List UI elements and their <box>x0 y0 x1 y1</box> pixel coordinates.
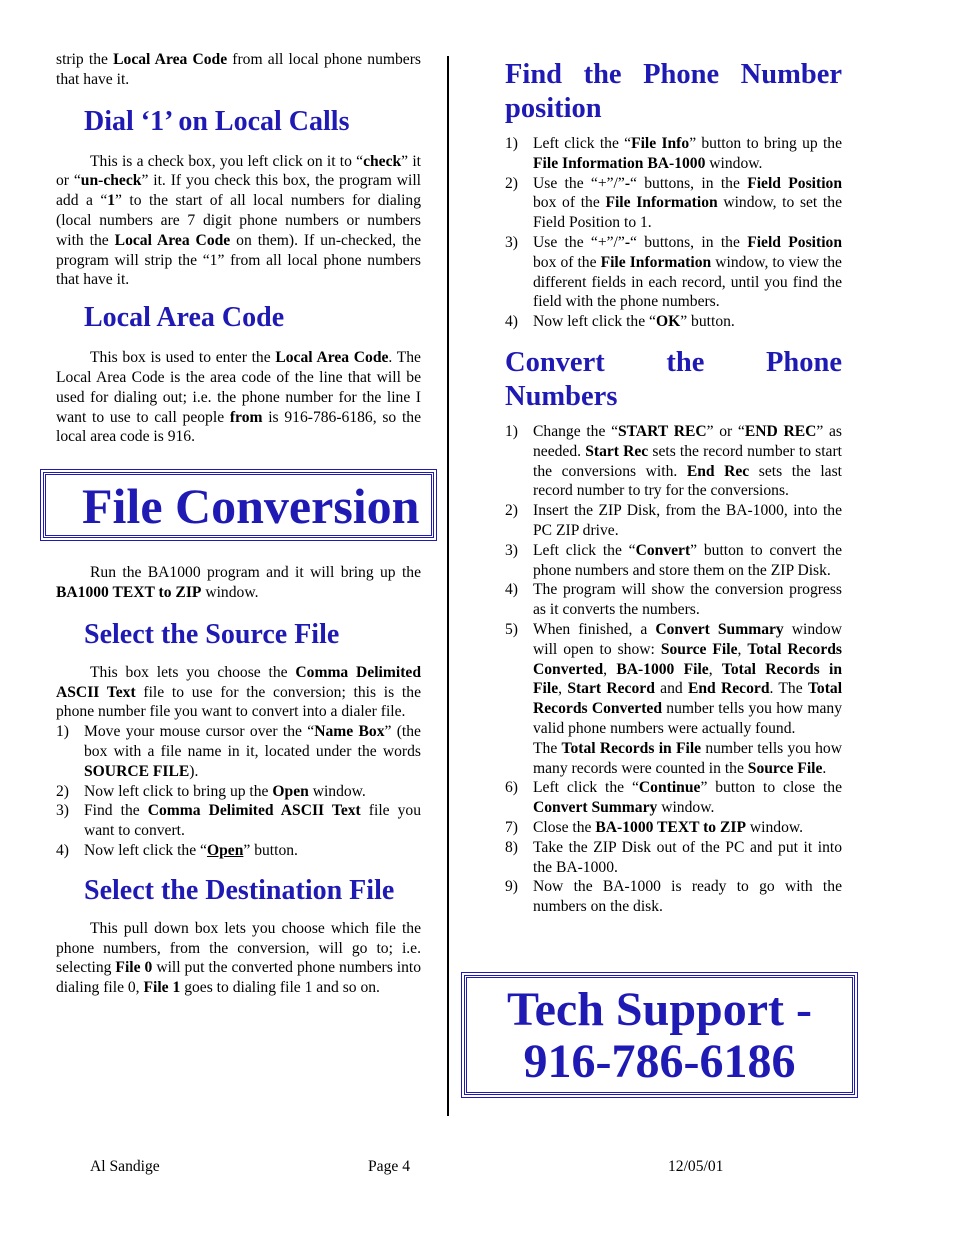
heading-find-phone-number: Find the Phone Number position <box>505 59 842 124</box>
footer-page-number: Page 4 <box>368 1158 411 1175</box>
list-item: 6) Left click the “Continue” button to close the Convert Summary window. <box>505 779 842 817</box>
heading-dial-1: Dial ‘1’ on Local Calls <box>84 105 350 137</box>
select-source-list <box>56 722 421 861</box>
list-item: 3) Left click the “Convert” button to convert the phone numbers and store them on the ZIP Disk. <box>505 541 842 579</box>
list-item: 8) Take the ZIP Disk out of the PC and put it into the BA-1000. <box>505 838 842 876</box>
tech-support-text <box>467 978 852 1088</box>
file-conversion-title: File Conversion <box>82 478 420 534</box>
list-item: 3) Use the “+”/”-“ buttons, in the Field Position box of the File Information window, to view the different fields in each record, until you find the field with the phone numbers. <box>505 233 842 311</box>
select-destination-paragraph: This pull down box lets you choose which file the phone numbers, from the conversion, will go to; i.e. selecting File 0 will put the converted phone numbers into dialing file 0, File 1 goes to dialing file 1 and so on. <box>56 919 422 997</box>
footer-date: 12/05/01 <box>668 1158 724 1175</box>
tech-support-line: Tech Support - <box>507 983 812 1036</box>
heading-select-source: Select the Source File <box>84 618 340 650</box>
dial-1-paragraph: This is a check box, you left click on it to “check” it or “un-check” it. If you check this box, the program will add a “1” to the start of all local numbers for dialing (local numbers are 7 digit phone numbers or numbers with the Local Area Code on them). If un-checked, the program will strip the “1” from all local phone numbers that have it. <box>56 152 421 289</box>
intro-paragraph: strip the Local Area Code from all local phone numbers that have it. <box>56 51 421 88</box>
list-item: 9) Now the BA-1000 is ready to go with the numbers on the disk. <box>505 878 842 916</box>
list-item: 1) Change the “START REC” or “END REC” as needed. Start Rec sets the record number to start the conversions with. End Rec sets the last record number to try for the conversions. <box>505 422 842 500</box>
list-item-note: The Total Records in File number tells you how many records were counted in the Source File. <box>533 739 842 777</box>
list-item: 1) Move your mouse cursor over the “Name Box” (the box with a file name in it, located under the words SOURCE FILE). <box>56 723 421 780</box>
heading-local-area-code: Local Area Code <box>84 302 285 334</box>
list-item: 4) Now left click the “OK” button. <box>505 313 735 331</box>
find-phone-list <box>505 134 842 332</box>
list-item: 2) Insert the ZIP Disk, from the BA-1000, into the PC ZIP drive. <box>505 502 842 539</box>
list-item: 4) The program will show the conversion progress as it converts the numbers. <box>505 581 842 619</box>
select-source-paragraph: This box lets you choose the Comma Delimited ASCII Text file to use for the conversion; this is the phone number file you want to convert into a dialer file. <box>56 663 421 721</box>
list-item: 4) Now left click the “Open” button. <box>56 841 298 859</box>
tech-support-banner <box>464 975 855 1095</box>
column-divider <box>447 56 449 1116</box>
file-conversion-banner <box>43 472 434 538</box>
list-item: 3) Find the Comma Delimited ASCII Text file you want to convert. <box>56 802 422 840</box>
heading-convert-phone-numbers: Convert the Phone Numbers <box>505 346 842 412</box>
local-area-code-paragraph: This box is used to enter the Local Area Code. The Local Area Code is the area code of the line that will be used for dialing out; i.e. the phone number for the line I want to use to call people from is 916-786-6186, so the local area code is 916. <box>56 349 421 446</box>
list-item: 2) Use the “+”/”-“ buttons, in the Field Position box of the File Information window, to set the Field Position to 1. <box>505 174 842 232</box>
footer-author: Al Sandige <box>90 1158 160 1175</box>
list-item: 1) Left click the “File Info” button to bring up the File Information BA-1000 window. <box>505 135 842 172</box>
convert-list <box>505 422 842 917</box>
heading-select-destination: Select the Destination File <box>84 874 395 906</box>
tech-support-phone: 916-786-6186 <box>523 1035 796 1088</box>
list-item: 7) Close the BA-1000 TEXT to ZIP window. <box>505 818 804 836</box>
run-paragraph: Run the BA1000 program and it will bring up the BA1000 TEXT to ZIP window. <box>56 564 421 601</box>
list-item: 2) Now left click to bring up the Open window. <box>56 782 366 800</box>
right-column <box>505 58 842 917</box>
list-item: 5) When finished, a Convert Summary window will open to show: Source File, Total Records Converted, BA-1000 File, Total Records in File, Start Record and End Record. The Total Records Converted number tells you how many valid phone numbers were actually found. The Total Records in File number tells you how many records were counted in the Source File. <box>505 620 843 777</box>
